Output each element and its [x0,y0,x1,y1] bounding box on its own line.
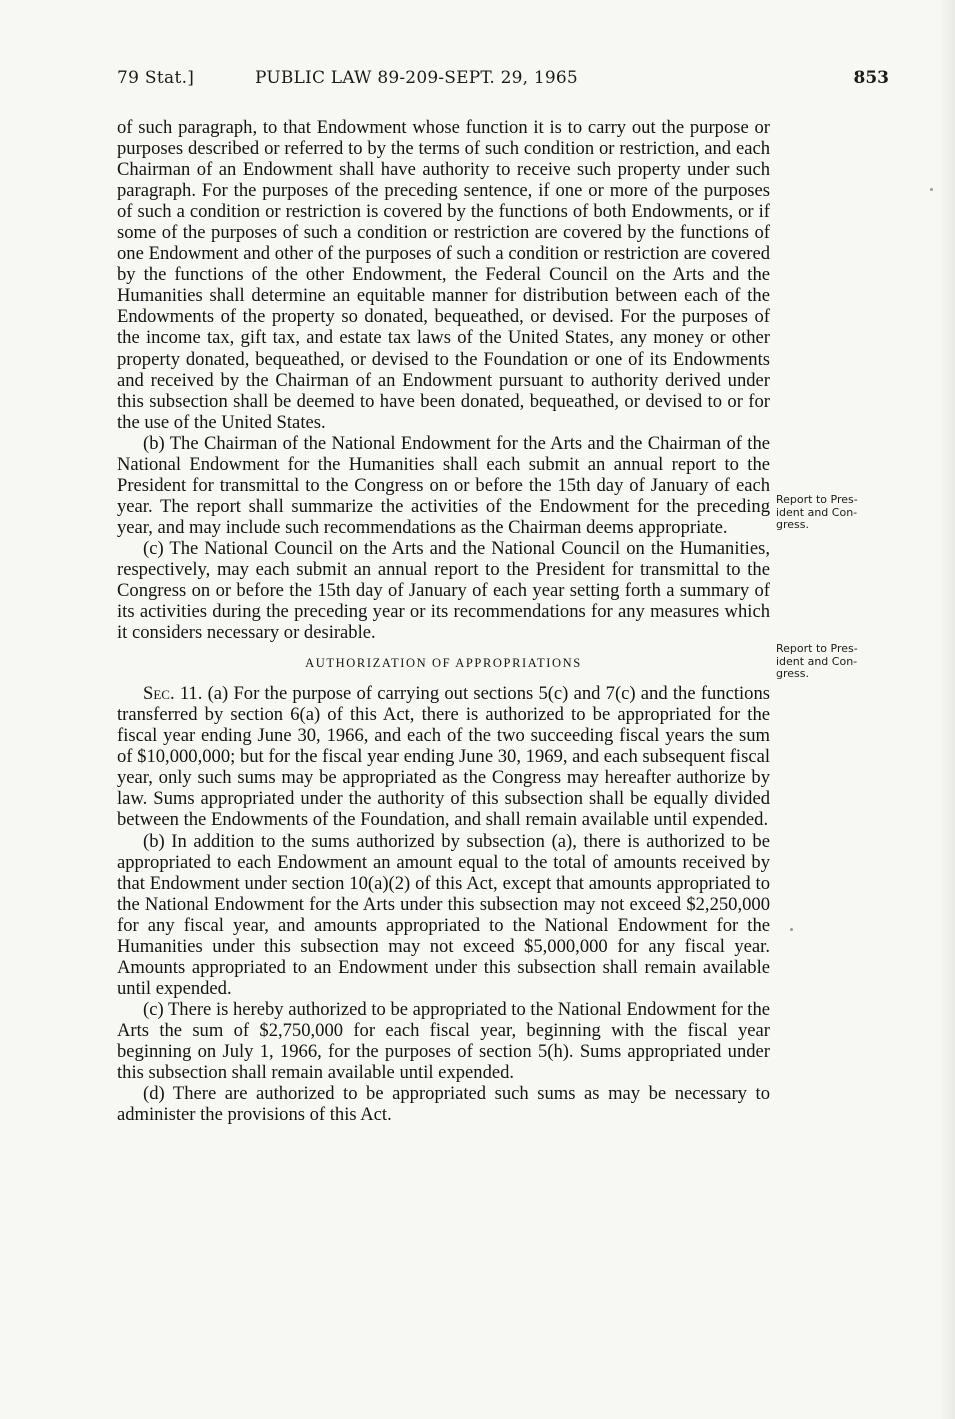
section-label: Sec. 11. [143,683,203,705]
page-edge-shadow [939,0,955,1419]
scan-speck [790,928,793,931]
subsection-b: (b) The Chairman of the National Endowment for the Arts and the Chairman of the National Endowment for the Humanities shall each submit an annual report to the President for transmittal to the Congress on or before the 15th day of January of each year. The report shall summarize the activities of the Endowment for the preceding year, and may include such recommendations as the Chairman deems appropriate. [117,432,770,538]
volume-reference: 79 Stat.] [117,68,195,88]
running-header [117,68,889,96]
scan-speck [930,188,933,191]
section-11-b: (b) In addition to the sums authorized by subsection (a), there is authorized to be appropriated to each Endowment an amount equal to the total of amounts received by that Endowment under section 10(a)(2) of this Act, except that amounts appropriated to the National Endowment for the Arts under this subsection may not exceed $2,250,000 for any fiscal year, and amounts appropriated to the National Endowment for the Humanities under this subsection may not exceed $5,000,000 for any fiscal year. Amounts appropriated to an Endowment under this subsection shall remain available until expended. [117,830,770,999]
section-11-c: (c) There is hereby authorized to be appropriated to the National Endowment for the Arts the sum of $2,750,000 for each fiscal year, beginning with the fiscal year beginning on July 1, 1966, for the purposes of section 5(h). Sums appropriated under this subsection shall remain available until expended. [117,998,770,1084]
law-title: PUBLIC LAW 89-209-SEPT. 29, 1965 [255,68,578,88]
section-11-a [117,683,770,830]
section-heading: AUTHORIZATION OF APPROPRIATIONS [305,656,582,671]
statute-body [117,117,770,1125]
margin-note-report-1: Report to Pres- ident and Con- gress. [776,493,858,531]
section-11-d: (d) There are authorized to be appropriated such sums as may be necessary to administer the provisions of this Act. [117,1083,770,1126]
margin-note-report-2: Report to Pres- ident and Con- gress. [776,642,858,680]
subsection-c: (c) The National Council on the Arts and the National Council on the Humanities, respectively, may each submit an annual report to the President for transmittal to the Congress on or before the 15th day of January of each year setting forth a summary of its activities during the preceding year or its recommendations for any measures which it considers necessary or desirable. [117,537,770,644]
paragraph-continuation: of such paragraph, to that Endowment whose function it is to carry out the purpose or purposes described or referred to by the terms of such condition or restriction, and each Chairman of an Endowment shall have authority to receive such property under such paragraph. For the purposes of the preceding sentence, if one or more of the purposes of such a condition or restriction is covered by the functions of both Endowments, or if some of the purposes of such a condition or restriction are covered by the functions of one Endowment and other of the purposes of such a condition or restriction are covered by the functions of the other Endowment, the Federal Council on the Arts and the Humanities shall determine an equitable manner for distribution between each of the Endowments of the property so donated, bequeathed, or devised. For the purposes of the income tax, gift tax, and estate tax laws of the United States, any money or other property donated, bequeathed, or devised to the Foundation or one of its Endowments and received by the Chairman of an Endowment pursuant to authority derived under this subsection shall be deemed to have been donated, bequeathed, or devised to or for the use of the United States. [117,117,770,433]
section-11-a-text: (a) For the purpose of carrying out sections 5(c) and 7(c) and the functions transferred by section 6(a) of this Act, there is authorized to be appropriated for the fiscal year ending June 30, 1966, and each of the two succeeding fiscal years the sum of $10,000,000; but for the fiscal year ending June 30, 1969, and each subsequent fiscal year, only such sums may be appropriated as the Congress may hereafter authorize by law. Sums appropriated under the authority of this subsection shall be equally divided between the Endowments of the Foundation, and shall remain available until expended. [117,683,770,831]
page-number: 853 [853,68,889,88]
